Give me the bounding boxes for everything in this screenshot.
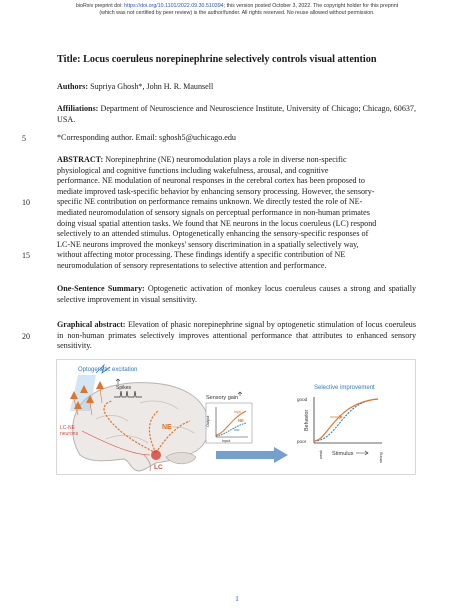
authors-label: Authors: xyxy=(57,82,89,91)
abstract-line-text: Norepinephrine (NE) neuromodulation plays a role in diverse non-specific xyxy=(105,155,347,164)
behavior-label: Behavior xyxy=(304,409,310,431)
summary-label: One-Sentence Summary: xyxy=(57,284,145,293)
summary-text: Optogenetic activation of monkey locus coeruleus causes a strong and spatially selective improvement in visual sensitivity. xyxy=(57,284,416,304)
line-number: 10 xyxy=(22,198,30,207)
output-label: Output xyxy=(206,415,210,427)
optogenetic-label: Optogenetic excitation xyxy=(78,367,138,373)
authors-text: Supriya Ghosh*, John H. R. Maunsell xyxy=(90,82,214,91)
input-label: Input xyxy=(222,439,231,443)
lc-ne-label-1: LC-NE xyxy=(60,425,76,431)
abstract-line: specific NE contribution on performance remains unknown. We directly tested the role of NE- xyxy=(57,197,363,207)
line-number: 20 xyxy=(22,332,30,341)
abstract-line: mediate improved task-specific behavior by enhancing sensory processing. However, the sensory- xyxy=(57,186,375,196)
weak-label: weak xyxy=(319,450,323,459)
header-suffix: ; this version posted October 3, 2022. The copyright holder for this preprint xyxy=(223,3,399,9)
abstract-line: LC-NE neurons improved the monkeys' sensory discrimination in a spatially selectively way, xyxy=(57,239,359,249)
abstract-line xyxy=(57,155,416,166)
low-label: low xyxy=(234,428,240,432)
header-prefix: bioRxiv preprint doi: xyxy=(75,3,125,9)
doi-link[interactable]: https://doi.org/10.1101/2022.09.30.510394 xyxy=(124,3,224,9)
abstract-line: without affecting motor processing. These findings identify a specific contribution of NE xyxy=(57,250,346,260)
corresponding-author: *Corresponding author. Email: sghosh5@uchicago.edu xyxy=(57,133,236,142)
graphical-abstract-body: Elevation of phasic norepinephrine signal by optogenetic stimulation of locus coeruleus in non-human primates selectively improves attentional performance that attributes to enhanced sensory sensitivity. xyxy=(57,320,416,351)
paper-title xyxy=(57,54,377,65)
header-line2: (which was not certified by peer review) is the author/funder. All rights reserved. No reuse allowed without permission. xyxy=(99,9,375,16)
ne-label: NE xyxy=(162,424,172,431)
abstract-line: selectively to an attended stimulus. Optogenetically enhancing the sensory-specific responses of xyxy=(57,229,369,239)
abstract xyxy=(57,155,416,272)
lc-label: LC xyxy=(154,464,163,471)
abstract-line: physiological and cognitive functions including wakefulness, arousal, and cognitive xyxy=(57,165,329,175)
preprint-header xyxy=(0,3,474,16)
spikes-label: Spikes xyxy=(116,385,132,391)
affiliations-text: Department of Neuroscience and Neuroscience Institute, University of Chicago; Chicago, 60637, USA. xyxy=(57,104,416,124)
abstract-line: performance. NE modulation of neuronal responses in the cerebral cortex has been proposed to xyxy=(57,176,365,186)
authors xyxy=(57,82,416,93)
abstract-line: mediated neuromodulation of sensory signals on perceptual performance in non-human primates xyxy=(57,207,370,217)
graphical-abstract-label: Graphical abstract: xyxy=(57,320,126,329)
graphical-abstract-text xyxy=(57,320,416,352)
title-text: Locus coeruleus norepinephrine selectively controls visual attention xyxy=(83,54,377,65)
line-number: 5 xyxy=(22,134,26,143)
lc-nucleus xyxy=(151,450,161,460)
graphical-abstract-figure xyxy=(56,359,416,475)
brain-illustration xyxy=(73,383,210,471)
lc-ne-label-2: neurons xyxy=(60,431,79,437)
abstract-line: neuromodulation of sensory representations to selective attention and performance. xyxy=(57,260,327,270)
page-number: 1 xyxy=(235,594,239,603)
line-number: 15 xyxy=(22,251,30,260)
stimulus-label: Stimulus xyxy=(332,451,354,457)
good-label: good xyxy=(297,397,308,402)
selective-label: Selective improvement xyxy=(314,385,375,391)
poor-label: poor xyxy=(297,439,307,444)
high-label: high xyxy=(234,410,241,414)
one-sentence-summary xyxy=(57,284,416,305)
abstract-line: doing visual spatial attention tasks. We found that NE neurons in the locus coeruleus (LC) respond xyxy=(57,218,377,228)
strong-label: strong xyxy=(379,452,383,463)
abstract-label: ABSTRACT: xyxy=(57,155,104,164)
affiliations-label: Affiliations: xyxy=(57,104,99,113)
sensory-gain-label: Sensory gain xyxy=(206,395,239,401)
affiliations xyxy=(57,104,416,125)
title-label: Title: xyxy=(57,54,81,65)
box-ne-label: NE xyxy=(238,418,244,423)
